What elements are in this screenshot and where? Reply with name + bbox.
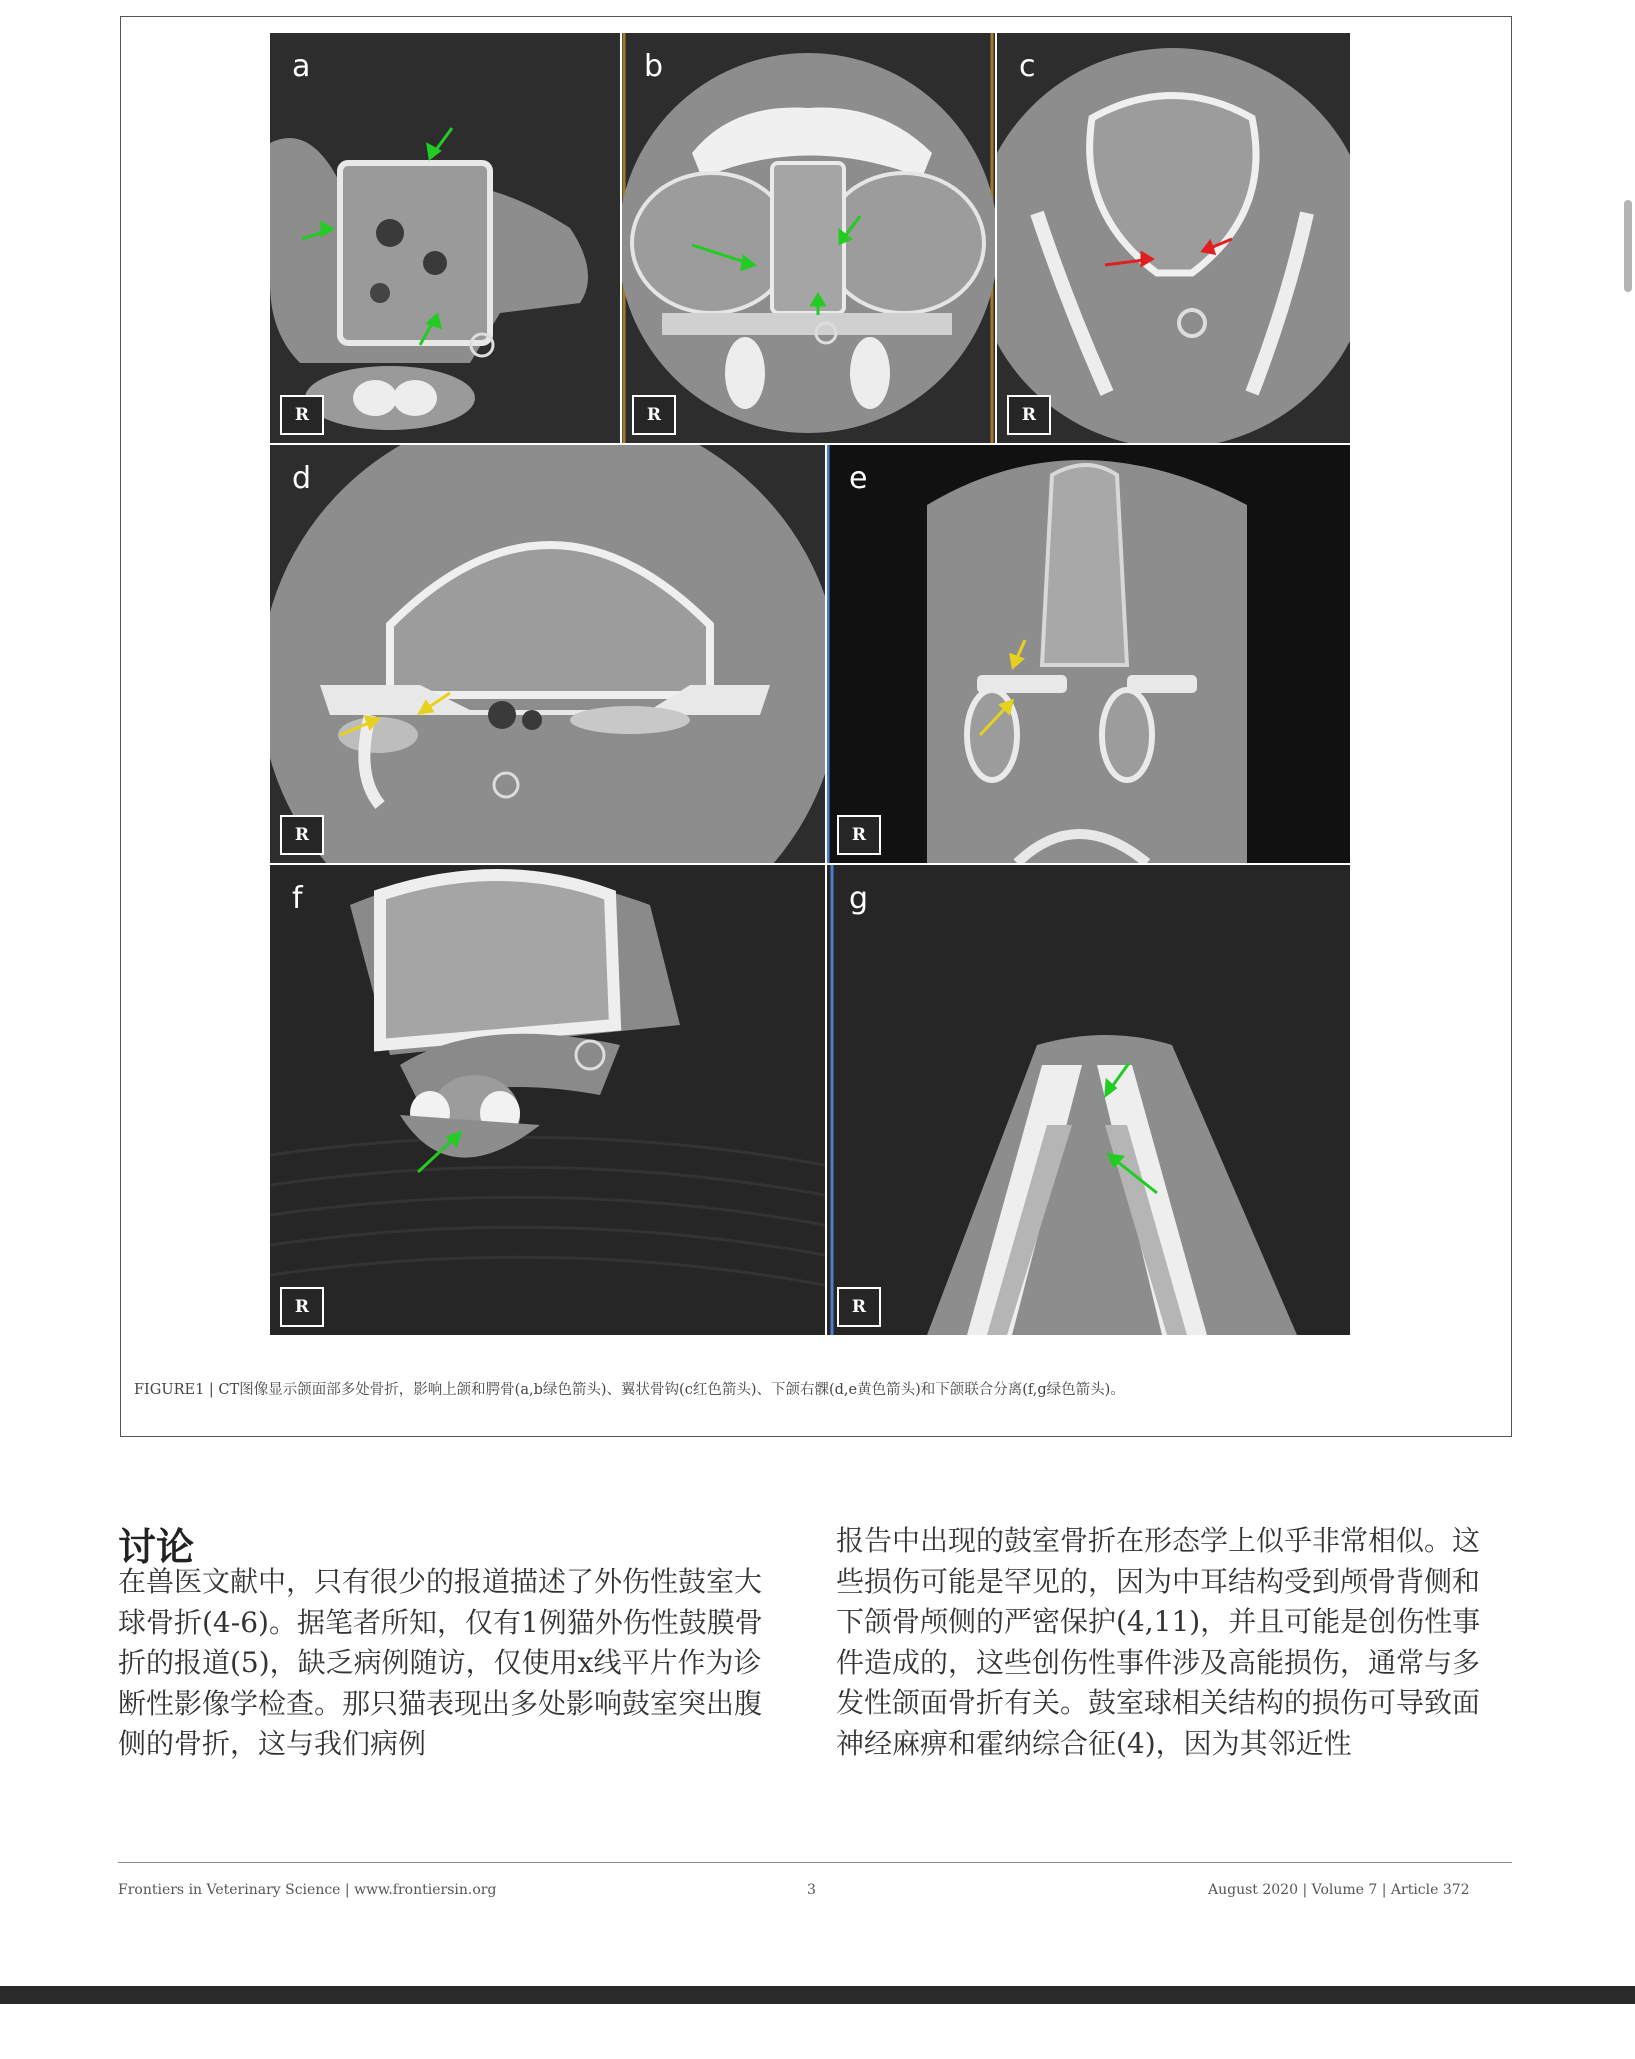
text-line: 发性颌面骨折有关。鼓室球相关结构的损伤可导致面 (836, 1686, 1481, 1719)
scrollbar-thumb[interactable] (1624, 200, 1632, 292)
text-line: 侧的骨折，这与我们病例 (118, 1727, 427, 1760)
ct-scan-image (997, 33, 1350, 443)
section-heading: 讨论 (118, 1524, 195, 1569)
ct-panel-b (622, 33, 995, 443)
footer-divider (118, 1862, 1512, 1863)
ct-panel-c (997, 33, 1350, 443)
text-line: 件造成的，这些创伤性事件涉及高能损伤，通常与多 (836, 1645, 1481, 1679)
text-line: 报告中出现的鼓室骨折在形态学上似乎非常相似。这 (836, 1524, 1481, 1557)
bottom-bar (0, 1986, 1635, 2004)
orientation-marker: R (280, 395, 324, 435)
text-line: 断性影像学检查。那只猫表现出多处影响鼓室突出腹 (118, 1686, 763, 1720)
ct-panel-f (270, 865, 825, 1335)
text-line: 神经麻痹和霍纳综合征(4)，因为其邻近性 (836, 1726, 1352, 1760)
panel-label: c (1019, 49, 1036, 84)
ct-scan-image (622, 33, 995, 443)
ct-panel-g (827, 865, 1350, 1335)
orientation-marker: R (837, 815, 881, 855)
panel-label: f (292, 881, 303, 916)
text-line: 些损伤可能是罕见的，因为中耳结构受到颅骨背侧和 (836, 1564, 1481, 1598)
discussion-left-column (118, 1562, 798, 1765)
text-line: 下颌骨颅侧的严密保护(4,11)，并且可能是创伤性事 (836, 1605, 1481, 1638)
panel-label: b (644, 49, 664, 84)
panel-label: a (292, 49, 311, 84)
ct-scan-image (827, 865, 1350, 1335)
text-line: 在兽医文献中，只有很少的报道描述了外伤性鼓室大 (118, 1565, 763, 1598)
orientation-marker: R (632, 395, 676, 435)
ct-scan-image (827, 445, 1350, 863)
orientation-marker: R (1007, 395, 1051, 435)
text-line: 球骨折(4-6)。据笔者所知，仅有1例猫外伤性鼓膜骨 (118, 1605, 763, 1639)
footer-journal: Frontiers in Veterinary Science | www.frontiersin.org (118, 1882, 497, 1898)
ct-scan-image (270, 33, 620, 443)
ct-panel-d (270, 445, 825, 863)
discussion-right-column (836, 1521, 1516, 1764)
panel-label: g (849, 881, 869, 916)
figure-caption: FIGURE1 | CT图像显示颌面部多处骨折，影响上颌和腭骨(a,b绿色箭头)、翼状骨钩(c红色箭头)、下颌右髁(d,e黄色箭头)和下颌联合分离(f,g绿色箭头)。 (134, 1382, 1125, 1398)
ct-panel-e (827, 445, 1350, 863)
panel-label: e (849, 461, 868, 496)
footer-page-number: 3 (807, 1882, 816, 1898)
text-line: 折的报道(5)，缺乏病例随访，仅使用x线平片作为诊 (118, 1646, 762, 1679)
ct-panel-a (270, 33, 620, 443)
orientation-marker: R (280, 1287, 324, 1327)
ct-scan-image (270, 445, 825, 863)
orientation-marker: R (280, 815, 324, 855)
ct-scan-image (270, 865, 825, 1335)
orientation-marker: R (837, 1287, 881, 1327)
footer-issue: August 2020 | Volume 7 | Article 372 (1208, 1882, 1470, 1898)
panel-label: d (292, 461, 312, 496)
